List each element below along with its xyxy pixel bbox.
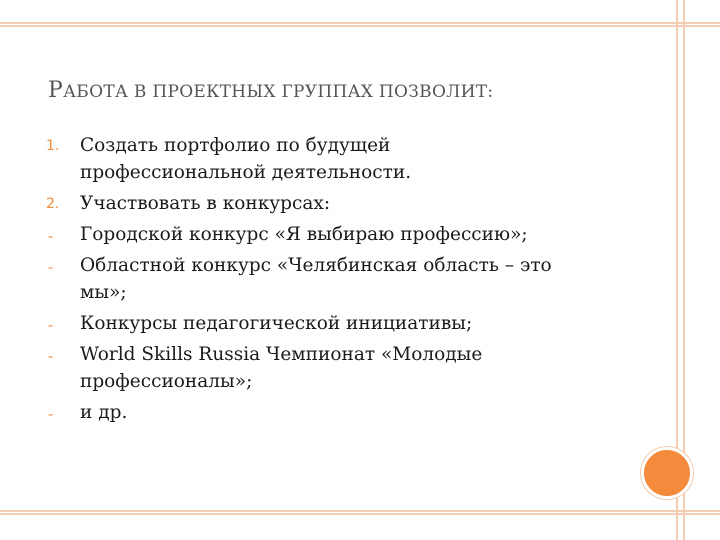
list-item (46, 252, 646, 306)
decorative-frame-top (0, 22, 720, 27)
list-item (46, 399, 646, 426)
list-item (46, 310, 646, 337)
list-marker: 2. (46, 196, 60, 212)
title-rest: АБОТА В ПРОЕКТНЫХ ГРУППАХ ПОЗВОЛИТ: (63, 82, 494, 102)
list-item-text: Городской конкурс «Я выбираю профессию»; (80, 224, 528, 245)
list-item (46, 132, 646, 186)
slide-title (48, 78, 493, 103)
list-item-text: Областной конкурс «Челябинская область – это мы»; (80, 255, 552, 303)
list-item-text: World Skills Russia Чемпионат «Молодые профессионалы»; (80, 344, 483, 392)
decorative-frame-bottom (0, 510, 720, 515)
list-marker: - (48, 407, 54, 423)
list-marker: - (48, 260, 54, 276)
list-item-text: Конкурсы педагогической инициативы; (80, 313, 473, 334)
list-item (46, 190, 646, 217)
decorative-orange-circle (641, 447, 693, 499)
list-marker: - (48, 349, 54, 365)
title-first-letter: Р (48, 78, 64, 103)
bullet-list (46, 132, 646, 426)
list-item-text: Участвовать в конкурсах: (80, 193, 331, 214)
list-marker: - (48, 229, 54, 245)
list-item (46, 341, 646, 395)
list-marker: - (48, 318, 54, 334)
list-item-text: и др. (80, 402, 128, 423)
list-marker: 1. (46, 138, 60, 154)
list-item-text: Создать портфолио по будущей профессиональной деятельности. (80, 135, 412, 183)
list-item (46, 221, 646, 248)
